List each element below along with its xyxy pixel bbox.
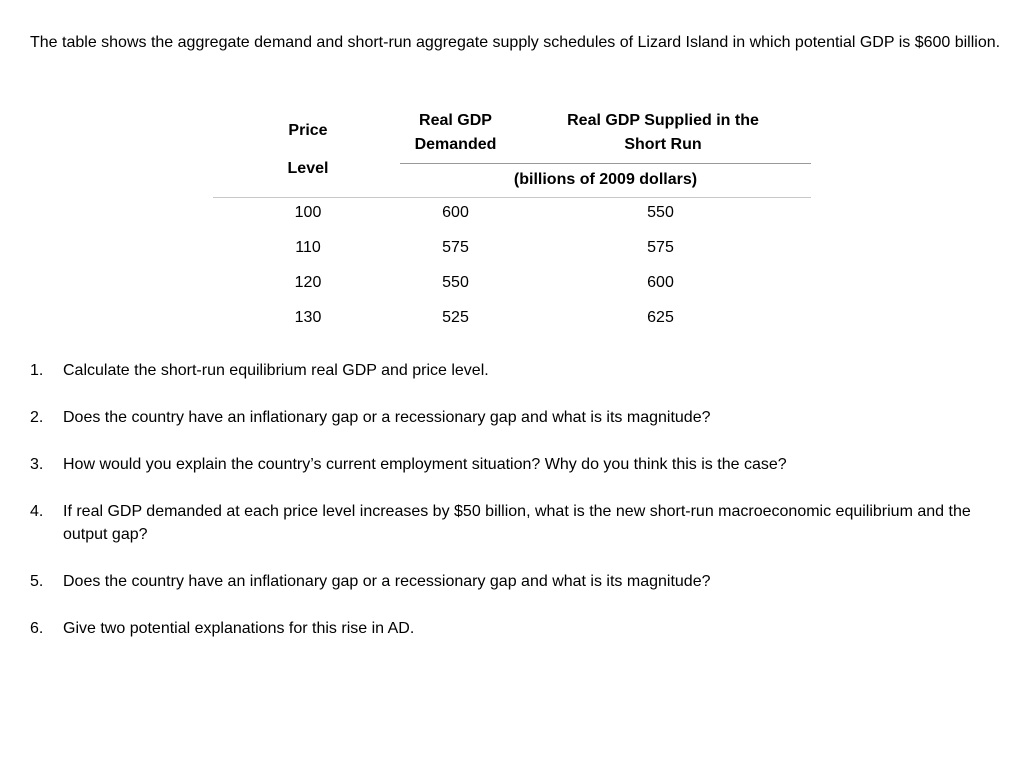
units-header: (billions of 2009 dollars) (513, 171, 698, 188)
table-row (213, 201, 811, 225)
supplied-cell: 625 (647, 309, 674, 326)
table-row (213, 271, 811, 295)
gdp-demanded-header: Real GDP Demanded (414, 112, 497, 153)
question-list (30, 359, 1005, 664)
question-number: 2. (30, 409, 44, 426)
supplied-cell: 550 (647, 204, 674, 221)
question-item (30, 617, 1005, 640)
price-cell: 130 (294, 309, 322, 326)
question-number: 6. (30, 620, 44, 637)
question-item (30, 406, 1005, 429)
table-row (213, 306, 811, 330)
price-cell: 110 (295, 239, 321, 256)
question-number: 1. (30, 362, 44, 379)
question-text: Calculate the short-run equilibrium real GDP and price level. (63, 362, 489, 379)
header-divider (400, 163, 811, 164)
demanded-cell: 525 (442, 309, 469, 326)
question-item (30, 500, 1005, 546)
question-item (30, 570, 1005, 593)
table-row (213, 236, 811, 260)
supplied-cell: 600 (647, 274, 674, 291)
price-header-line2: Level (287, 160, 329, 177)
supplied-cell: 575 (647, 239, 674, 256)
question-item (30, 359, 1005, 382)
question-text: Does the country have an inflationary gap or a recessionary gap and what is its magnitude? (63, 573, 711, 590)
question-number: 4. (30, 503, 44, 520)
gdp-supplied-header: Real GDP Supplied in the Short Run (567, 112, 759, 153)
price-cell: 100 (294, 204, 322, 221)
table-divider (213, 197, 811, 198)
question-text: Give two potential explanations for this rise in AD. (63, 620, 415, 637)
question-number: 3. (30, 456, 44, 473)
question-text: How would you explain the country’s current employment situation? Why do you think this is the case? (63, 456, 787, 473)
intro-paragraph: The table shows the aggregate demand and short-run aggregate supply schedules of Lizard Island in which potential GDP is $600 billion. (30, 34, 1001, 51)
demanded-cell: 575 (442, 239, 469, 256)
price-header-line1: Price (288, 122, 328, 139)
demanded-cell: 600 (442, 204, 469, 221)
question-text: Does the country have an inflationary gap or a recessionary gap and what is its magnitude? (63, 409, 711, 426)
price-cell: 120 (294, 274, 322, 291)
question-text: If real GDP demanded at each price level increases by $50 billion, what is the new short-run macroeconomic equilibrium and the output gap? (63, 503, 971, 543)
demanded-cell: 550 (442, 274, 469, 291)
question-item (30, 453, 1005, 476)
question-number: 5. (30, 573, 44, 590)
